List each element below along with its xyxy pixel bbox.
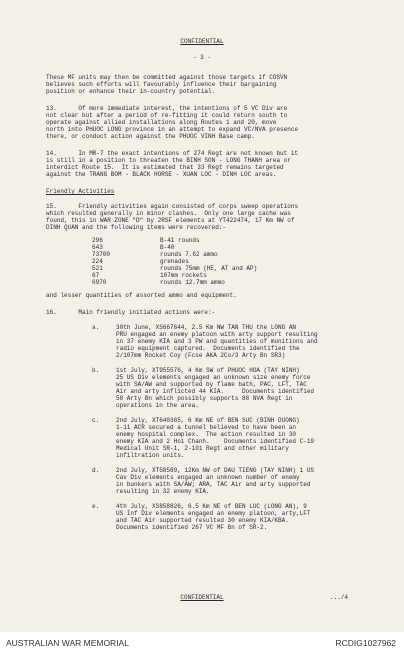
para-14-line: against the TRANG BOM - BLACK HORSE - XUAN LOC - DINH LOC areas.: [46, 171, 277, 178]
item-quantity: 643: [92, 244, 103, 251]
item-description: B-40: [160, 244, 175, 251]
action-line: with SA/AW and supported by flame bath, PAC, LFT, TAC: [116, 381, 307, 388]
item-description: B-41 rounds: [160, 237, 200, 244]
action-line: PRU engaged an enemy platoon with arty support resulting: [116, 331, 318, 338]
action-line: 2nd July, XT640365, 6 Km NE of BEN SUC (BINH DUONG): [116, 417, 300, 424]
archive-id: RCDIG1027962: [335, 638, 396, 648]
action-line: infiltration units.: [116, 452, 185, 459]
action-line: 58 Arty Bn which possibly supports 88 NVA Regt in: [116, 395, 293, 402]
action-line: 4th July, XS858826, 6.5 Km NE of BEN LUC (LONG AN), 9: [116, 503, 307, 510]
item-description: rounds 7.62 ammo: [160, 251, 218, 258]
action-line: radio equipment captured. Documents identified the: [116, 345, 300, 352]
action-line: enemy KIA and 2 Hoi Chanh. Documents identified C-19: [116, 438, 315, 445]
action-line: in 37 enemy KIA and 3 PW and quantities of munitions and: [116, 338, 318, 345]
para-14-line: interdict Route 15. It is estimated that 33 Regt remains targeted: [46, 164, 284, 171]
intro-line: believes such efforts will favourably influence their bargaining: [46, 81, 277, 88]
action-line: US Inf Div elements engaged an enemy platoon, arty,LFT: [116, 510, 311, 517]
action-line: enemy hospital complex. The action resulted in 30: [116, 431, 297, 438]
para-15-line: found, this in WAR ZONE "D" by 2RSF elements at YT422474, 17 Km NW of: [46, 217, 295, 224]
archive-footer: [0, 632, 404, 654]
action-line: 2nd July, XT58589, 12Km NW of DAU TIENG (TAY NINH) 1 US: [116, 467, 315, 474]
para-15-line: 15. Friendly activities again consisted of corps sweep operations: [46, 203, 299, 210]
action-label: a.: [92, 324, 100, 331]
para-13-line: there, or conduct action against the PHUOC VINH Base camp.: [46, 133, 255, 140]
action-line: operations in the area.: [116, 402, 199, 409]
action-line: Medical Unit SR-1, 2-101 Regt and other military: [116, 445, 289, 452]
page-number: - 3 -: [192, 54, 211, 61]
action-line: in bunkers with SA/AW; ARA, TAC Air and arty supported: [116, 481, 311, 488]
item-description: grenades: [160, 258, 189, 265]
action-line: resulting in 32 enemy KIA.: [116, 488, 210, 495]
action-label: e.: [92, 503, 100, 510]
item-quantity: 67: [92, 272, 100, 279]
action-line: 1st July, XT955576, 4 Km SW of PHUOC HOA (TAY NINH): [116, 367, 300, 374]
action-label: c.: [92, 417, 100, 424]
action-line: 2/107mm Rocket Coy (Fcse AKA 2Co/3 Arty Bn SR3): [116, 352, 286, 359]
action-line: 30th June, XS667644, 2.5 Km NW TAN THU the LONG AN: [116, 324, 297, 331]
para-13-line: operate against allied installations along Routes 1 and 20, move: [46, 119, 277, 126]
item-quantity: 296: [92, 237, 103, 244]
action-line: Air and arty inflicted 44 KIA. Documents identified: [116, 388, 315, 395]
para-13-line: 13. Of more immediate interest, the intentions of 5 VC Div are: [46, 105, 288, 112]
items-trailer: and lesser quantities of assorted ammo and equipment.: [46, 292, 237, 299]
item-quantity: 521: [92, 265, 103, 272]
para-13-line: not clear but after a period of re-fitting it could return south to: [46, 112, 288, 119]
para-16-intro: 16. Main friendly initiated actions were:-: [46, 309, 216, 316]
para-14-line: 14. In MR-7 the exact intentions of 274 Regt are not known but it: [46, 150, 299, 157]
item-description: rounds 75mm (HE, AT and AP): [160, 265, 258, 272]
action-line: 25 US Div elements engaged an unknown size enemy force: [116, 374, 311, 381]
intro-line: These MF units may then be committed against those targets if COSVN: [46, 74, 288, 81]
archive-name: AUSTRALIAN WAR MEMORIAL: [6, 638, 129, 648]
action-line: and TAC Air supported resulted 30 enemy KIA/KBA.: [116, 517, 289, 524]
item-quantity: 224: [92, 258, 103, 265]
para-15-line: DINH QUAN and the following items were recovered:-: [46, 224, 227, 231]
action-line: Cav Div elements engaged an unknown number of enemy: [116, 474, 300, 481]
header-classification: CONFIDENTIAL: [180, 38, 224, 45]
footer-classification: CONFIDENTIAL: [180, 594, 224, 601]
intro-line: position or enhance their in-country potential.: [46, 88, 216, 95]
item-quantity: 73700: [92, 251, 111, 258]
para-14-line: is still in a position to threaten the BINH SON - LONG THANH area or: [46, 157, 291, 164]
continuation-marker: .../4: [330, 594, 349, 601]
item-description: rounds 12.7mm ammo: [160, 279, 225, 286]
item-description: 107mm rockets: [160, 272, 207, 279]
section-heading: Friendly Activities: [46, 188, 115, 195]
action-label: d.: [92, 467, 100, 474]
action-line: 1-11 ACR secured a tunnel believed to have been an: [116, 424, 297, 431]
item-quantity: 6970: [92, 279, 107, 286]
action-label: b.: [92, 367, 100, 374]
para-15-line: which resulted generally in minor clashes. Only one large cache was: [46, 210, 291, 217]
para-13-line: north into PHUOC LONG province in an attempt to expand VC/NVA presence: [46, 126, 299, 133]
action-line: Documents identified 267 VC MF Bn of SR-2.: [116, 524, 268, 531]
